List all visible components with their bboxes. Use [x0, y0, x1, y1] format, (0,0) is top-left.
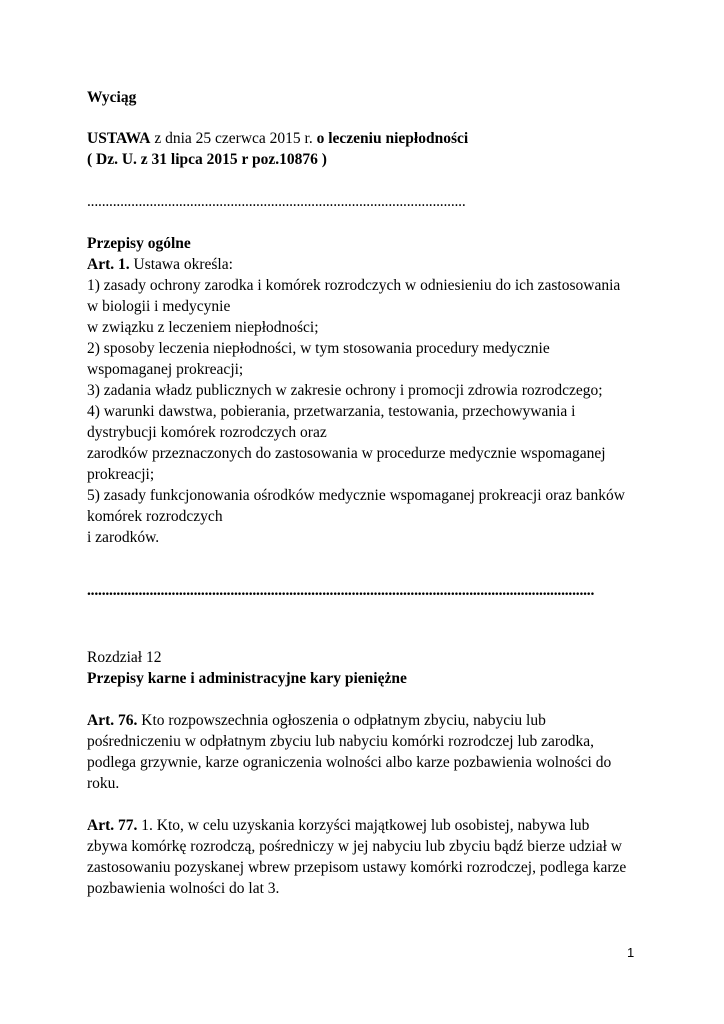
article-1-line: i zarodków. [87, 529, 160, 546]
act-label: USTAWA [87, 130, 151, 147]
article-77-line: pozbawienia wolności do lat 3. [87, 880, 280, 897]
chapter-heading: Przepisy karne i administracyjne kary pieniężne [87, 670, 407, 687]
section-heading-general: Przepisy ogólne [87, 235, 191, 252]
act-heading [87, 128, 468, 149]
document-title: Wyciąg [87, 89, 137, 106]
article-76-line: pośredniczeniu w odpłatnym zbyciu lub nabyciu komórki rozrodczej lub zarodka, [87, 733, 595, 750]
article-1-line: w biologii i medycynie [87, 298, 231, 315]
separator-dots-bold: .......................................................................................................................................... [87, 582, 595, 599]
article-1-label: Art. 1. [87, 256, 130, 273]
article-76-line: roku. [87, 775, 120, 792]
act-name: o leczeniu niepłodności [316, 130, 469, 147]
article-1-line: wspomaganej prokreacji; [87, 361, 244, 378]
article-77-line: Art. 77. 1. Kto, w celu uzyskania korzyści majątkowej lub osobistej, nabywa lub [87, 817, 590, 834]
article-1-line: 5) zasady funkcjonowania ośrodków medycznie wspomaganej prokreacji oraz banków [87, 487, 626, 504]
article-1-line: prokreacji; [87, 466, 155, 483]
article-76-label: Art. 76. [87, 712, 138, 729]
article-1-line: 2) sposoby leczenia niepłodności, w tym stosowania procedury medycznie [87, 340, 550, 357]
article-1-line: dystrybucji komórek rozrodczych oraz [87, 424, 327, 441]
page-number: 1 [627, 945, 635, 960]
separator-dots: ....................................................................................................... [87, 193, 466, 210]
article-1-intro: Art. 1. Ustawa określa: [87, 256, 233, 273]
act-date: z dnia 25 czerwca 2015 r. [150, 130, 317, 147]
article-77-label: Art. 77. [87, 817, 138, 834]
article-76-line: Art. 76. Kto rozpowszechnia ogłoszenia o odpłatnym zbyciu, nabyciu lub [87, 712, 546, 729]
article-1-line: zarodków przeznaczonych do zastosowania w procedurze medycznie wspomaganej [87, 445, 606, 462]
article-1-line: 4) warunki dawstwa, pobierania, przetwarzania, testowania, przechowywania i [87, 403, 576, 420]
chapter-label: Rozdział 12 [87, 649, 162, 666]
publication-reference: ( Dz. U. z 31 lipca 2015 r poz.10876 ) [87, 151, 327, 168]
article-1-line: 3) zadania władz publicznych w zakresie ochrony i promocji zdrowia rozrodczego; [87, 382, 603, 399]
article-1-line: komórek rozrodczych [87, 508, 223, 525]
article-76-line: podlega grzywnie, karze ograniczenia wolności albo karze pozbawienia wolności do [87, 754, 612, 771]
article-1-line: 1) zasady ochrony zarodka i komórek rozrodczych w odniesieniu do ich zastosowania [87, 277, 621, 294]
article-77-line: zbywa komórkę rozrodczą, pośredniczy w jej nabyciu lub zbyciu bądź bierze udział w [87, 838, 622, 855]
article-77-line: zastosowaniu pozyskanej wbrew przepisom ustawy komórki rozrodczej, podlega karze [87, 859, 627, 876]
article-1-line: w związku z leczeniem niepłodności; [87, 319, 319, 336]
